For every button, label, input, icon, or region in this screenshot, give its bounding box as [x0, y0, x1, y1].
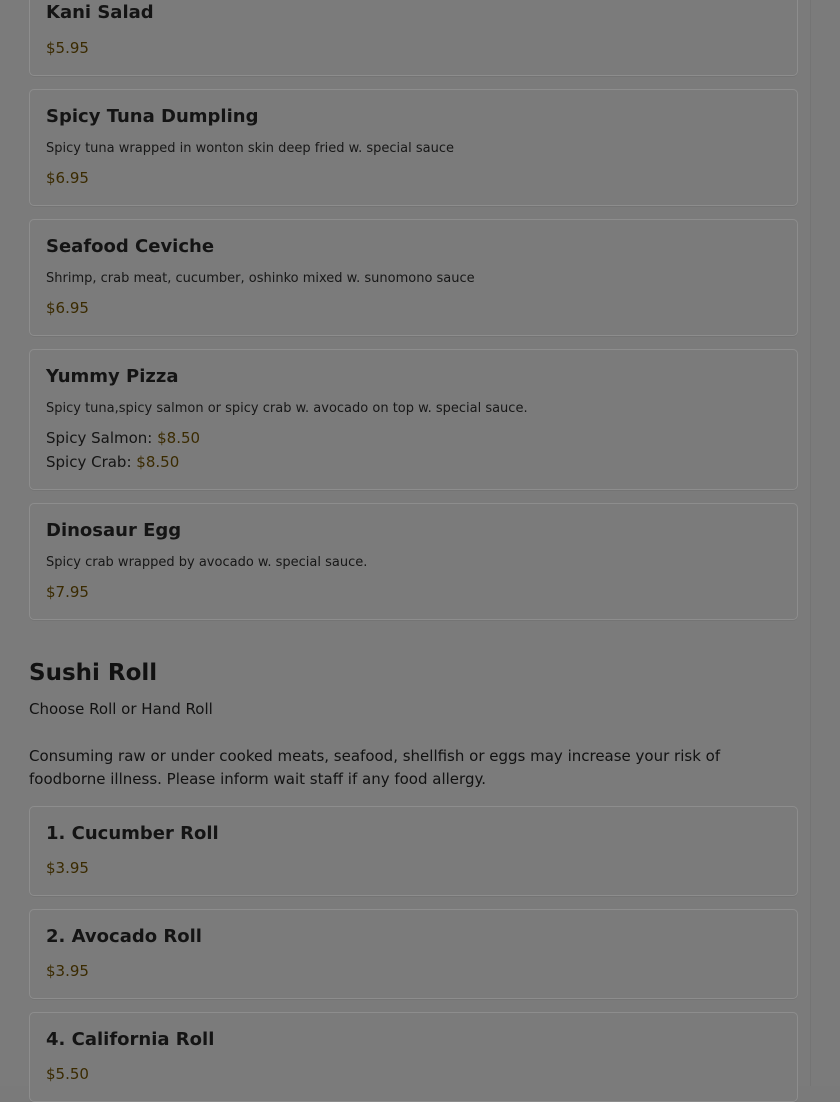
variant-label: Spicy Salmon:: [46, 429, 153, 447]
section-subtitle: Choose Roll or Hand Roll: [29, 700, 213, 718]
item-description: Spicy tuna,spicy salmon or spicy crab w. avocado on top w. special sauce.: [46, 401, 528, 416]
item-price: $3.95: [46, 859, 89, 877]
item-title: 4. California Roll: [46, 1029, 215, 1050]
menu-item-card[interactable]: [29, 89, 798, 206]
item-title: Seafood Ceviche: [46, 236, 215, 257]
item-price: $6.95: [46, 299, 89, 317]
section-title: Sushi Roll: [29, 660, 158, 686]
item-description: Shrimp, crab meat, cucumber, oshinko mixed w. sunomono sauce: [46, 271, 475, 286]
menu-item-card[interactable]: [29, 219, 798, 336]
item-description: Spicy tuna wrapped in wonton skin deep fried w. special sauce: [46, 141, 454, 156]
item-title: 2. Avocado Roll: [46, 926, 202, 947]
menu-item-card[interactable]: [29, 349, 798, 490]
item-price: $3.95: [46, 962, 89, 980]
item-title: Yummy Pizza: [46, 366, 179, 387]
scrollbar-track[interactable]: [810, 0, 840, 1086]
menu-item-card[interactable]: [29, 909, 798, 999]
item-title: Spicy Tuna Dumpling: [46, 106, 259, 127]
menu-item-card[interactable]: [29, 0, 798, 76]
variant-label: Spicy Crab:: [46, 453, 132, 471]
variant-price: $8.50: [157, 429, 201, 447]
item-title: Kani Salad: [46, 2, 154, 23]
allergy-note: Consuming raw or under cooked meats, seafood, shellfish or eggs may increase your risk of foodborne illness. Please inform wait staff if any food allergy.: [29, 747, 721, 788]
item-price: $7.95: [46, 583, 89, 601]
item-price: $5.95: [46, 39, 89, 57]
item-price: $5.50: [46, 1065, 89, 1083]
menu-item-card[interactable]: [29, 1012, 798, 1102]
variant-price: $8.50: [136, 453, 180, 471]
menu-item-card[interactable]: [29, 806, 798, 896]
item-title: 1. Cucumber Roll: [46, 823, 219, 844]
item-variant: [46, 453, 179, 471]
item-description: Spicy crab wrapped by avocado w. special sauce.: [46, 555, 368, 570]
menu-item-card[interactable]: [29, 503, 798, 620]
item-title: Dinosaur Egg: [46, 520, 182, 541]
item-price: $6.95: [46, 169, 89, 187]
item-variant: [46, 429, 200, 447]
